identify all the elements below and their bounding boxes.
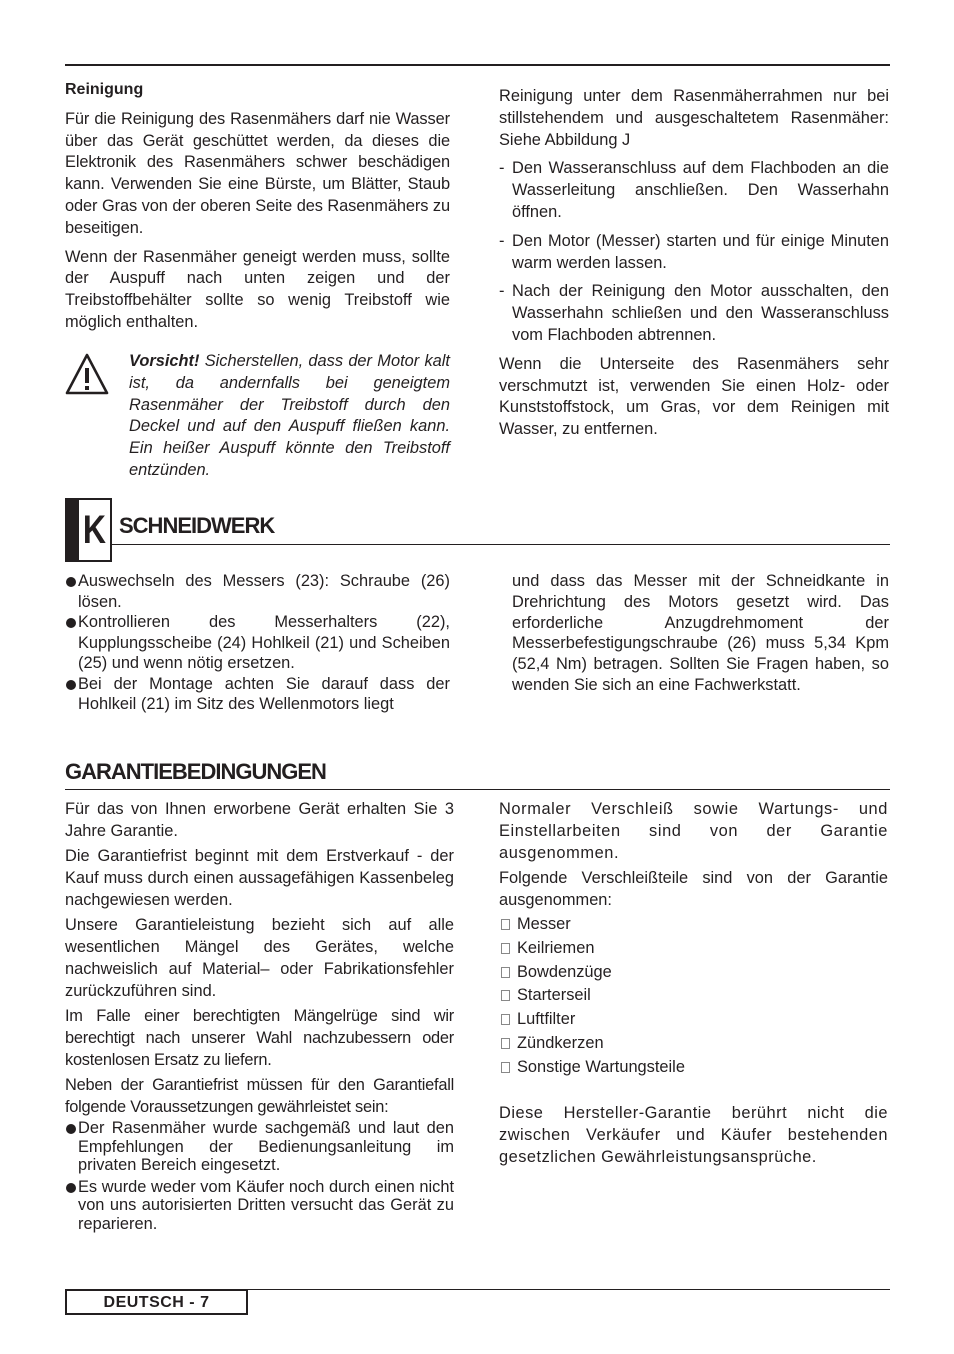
garantie-condition: Der Rasenmäher wurde sachgemäß und laut den Empfehlungen der Bedienungsanleitung im privaten Bereich eingesetzt. [65,1119,454,1175]
schneidwerk-bullet: Bei der Montage achten Sie darauf dass der Hohlkeil (21) im Sitz des Wellenmotors liegt [65,674,450,715]
wear-part-item: Zündkerzen [499,1032,888,1056]
schneidwerk-continuation: und dass das Messer mit der Schneidkante in Drehrichtung des Motors gesetzt wird. Das erforderliche Anzugdrehmoment der Messerbefestigungschraube (26) muss 5,34 Kpm (52,4 Nm) betragen. Sollten Sie Fragen haben, so wenden Sie sich an eine Fachwerkstatt. [512,572,889,694]
checkbox-icon [501,943,510,954]
garantie-right-intro-2: Folgende Verschleißteile sind von der Garantie ausgenommen: [499,869,888,909]
reinigung-right-intro: Reinigung unter dem Rasenmäherrahmen nur bei stillstehendem und ausgeschaltetem Rasenmäher: Siehe Abbildung J [499,87,889,149]
schneidwerk-bullet: Kontrollieren des Messerhalters (22), Kupplungsscheibe (24) Hohlkeil (21) und Scheiben (25) und wenn nötig ersetzen. [65,612,450,674]
reinigung-step: - Den Wasseranschluss auf dem Flachboden an die Wasserleitung anschließen. Den Wasserhahn öffnen. [499,158,889,223]
wear-part-item: Bowdenzüge [499,961,888,985]
schneidwerk-rule [112,544,890,545]
warning-label: Vorsicht! [129,352,200,370]
wear-part-item: Messer [499,913,888,937]
garantie-right-outro: Diese Hersteller-Garantie berührt nicht die zwischen Verkäufer und Käufer bestehenden gesetzlichen Gewährleistungsansprüche. [499,1103,888,1166]
garantie-paragraph: Für das von Ihnen erworbene Gerät erhalten Sie 3 Jahre Garantie. [65,800,454,840]
garantie-left-column [65,798,454,1233]
checkbox-icon [501,1062,510,1073]
reinigung-right-outro: Wenn die Unterseite des Rasenmähers sehr verschmutzt ist, verwenden Sie einen Holz- oder Kunststoffstock, um Gras, vor dem Reinigen mit Wasser, zu entfernen. [499,354,889,439]
reinigung-step: - Nach der Reinigung den Motor ausschalten, den Wasserhahn schließen und den Wasseranschluss vom Flachboden abtrennen. [499,281,889,346]
checkbox-icon [501,990,510,1001]
wear-part-item: Sonstige Wartungsteile [499,1056,888,1080]
wear-part-item: Keilriemen [499,937,888,961]
schneidwerk-bullet: Auswechseln des Messers (23): Schraube (26) lösen. [65,571,450,612]
section-letter: K [82,508,107,552]
warning-icon [64,352,110,396]
garantie-condition: Es wurde weder vom Käufer noch durch einen nicht von uns autorisierten Dritten versucht das Gerät zu reparieren. [65,1178,454,1234]
garantie-conditions [65,1119,454,1233]
bullet-icon [66,680,76,690]
bullet-icon [66,1183,76,1193]
top-rule [65,64,890,66]
garantie-paragraph: Die Garantiefrist beginnt mit dem Erstverkauf - der Kauf muss durch einen aussagefähigen Kassenbeleg nachgewiesen werden. [65,847,454,909]
reinigung-heading: Reinigung [65,81,144,98]
warning-text: Sicherstellen, dass der Motor kalt ist, da andernfalls bei geneigtem Rasenmäher der Treibstoff durch den Deckel und auf den Auspuff fließen kann. Ein heißer Auspuff könnte den Treibstoff entzünden. [129,352,450,479]
reinigung-left-column [65,79,450,334]
schneidwerk-bullets [65,571,450,715]
reinigung-step: - Den Motor (Messer) starten und für einige Minuten warm werden lassen. [499,231,889,275]
schneidwerk-left-column [65,571,450,715]
bullet-icon [66,577,76,587]
wear-part-item: Starterseil [499,984,888,1008]
garantie-right-column [499,798,888,1168]
garantie-paragraph: Im Falle einer berechtigten Mängelrüge sind wir berechtigt nach unserer Wahl nachzubessern oder kostenlosen Ersatz zu liefern. [65,1007,454,1069]
page-label: DEUTSCH - 7 [103,1294,210,1311]
checkbox-icon [501,1038,510,1049]
garantie-rule [65,789,890,790]
checkbox-icon [501,919,510,930]
bullet-icon [66,618,76,628]
section-title-garantie: GARANTIEBEDINGUNGEN [65,759,326,784]
garantie-paragraph: Neben der Garantiefrist müssen für den Garantiefall folgende Voraussetzungen gewährleistet sein: [65,1076,454,1116]
garantie-paragraph: Unsere Garantieleistung bezieht sich auf alle wesentlichen Mängel des Gerätes, welche nachweislich auf Material– oder Fabrikationsfehler zurückzuführen sind. [65,916,454,1000]
reinigung-paragraph-2: Wenn der Rasenmäher geneigt werden muss, sollte der Auspuff nach unten zeigen und der Treibstoffbehälter sollte so wenig Treibstoff wie möglich enthalten. [65,247,450,331]
schneidwerk-right-column [512,571,889,696]
wear-part-item: Luftfilter [499,1008,888,1032]
wear-parts-list [499,913,888,1080]
reinigung-right-column [499,86,889,441]
warning-block [129,351,450,482]
reinigung-paragraph-1: Für die Reinigung des Rasenmähers darf nie Wasser über das Gerät geschüttet werden, da dieses die Elektronik des Rasenmähers schwer beschädigen kann. Verwenden Sie eine Bürste, um Blätter, Staub oder Gras von der oberen Seite des Rasenmähers zu beseitigen. [65,109,450,237]
page-label-box [65,1289,248,1315]
bullet-icon [66,1124,76,1134]
section-letter-box [65,498,112,562]
checkbox-icon [501,967,510,978]
checkbox-icon [501,1014,510,1025]
garantie-right-intro-1: Normaler Verschleiß sowie Wartungs- und Einstellarbeiten sind von der Garantie ausgenommen. [499,800,888,862]
section-title-schneidwerk: SCHNEIDWERK [119,513,275,538]
reinigung-steps [499,158,889,346]
